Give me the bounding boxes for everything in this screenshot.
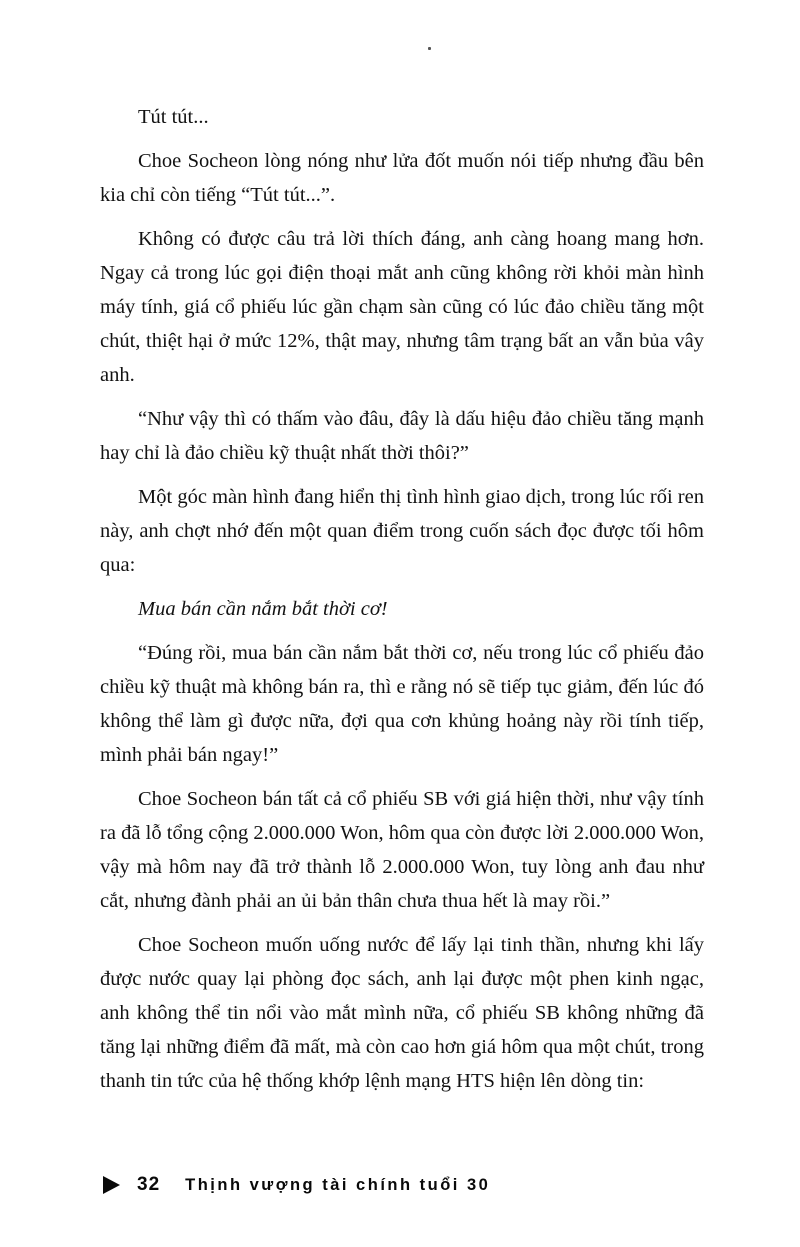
paragraph: Choe Socheon muốn uống nước để lấy lại tinh thần, nhưng khi lấy được nước quay lại phòng đọc sách, anh lại được một phen kinh ngạc, anh không thể tin nổi vào mắt mình nữa, cổ phiếu SB không những đã tăng lại những điểm đã mất, mà còn cao hơn giá hôm qua một chút, trong thanh tin tức của hệ thống khớp lệnh mạng HTS hiện lên dòng tin:: [100, 934, 704, 1092]
paragraph: Choe Socheon bán tất cả cổ phiếu SB với giá hiện thời, như vậy tính ra đã lỗ tổng cộng 2.000.000 Won, hôm qua còn được lời 2.000.000 Won, vậy mà hôm nay đã trở thành lỗ 2.000.000 Won, tuy lòng anh đau như cắt, nhưng đành phải an ủi bản thân chưa thua hết là may rồi.”: [100, 788, 704, 912]
paragraph: Choe Socheon lòng nóng như lửa đốt muốn nói tiếp nhưng đầu bên kia chỉ còn tiếng “Tút tút...”.: [100, 150, 704, 206]
page-footer: [103, 1174, 490, 1196]
scan-artifact-dot: [428, 47, 431, 50]
book-title: Thịnh vượng tài chính tuổi 30: [185, 1175, 491, 1194]
triangle-marker-icon: [103, 1176, 120, 1194]
page-number: 32: [137, 1174, 161, 1195]
paragraph: “Đúng rồi, mua bán cần nắm bắt thời cơ, nếu trong lúc cổ phiếu đảo chiều kỹ thuật mà không bán ra, thì e rằng nó sẽ tiếp tục giảm, đến lúc đó không thể làm gì được nữa, đợi qua cơn khủng hoảng này rồi tính tiếp, mình phải bán ngay!”: [100, 642, 704, 766]
paragraph: Một góc màn hình đang hiển thị tình hình giao dịch, trong lúc rối ren này, anh chợt nhớ đến một quan điểm trong cuốn sách đọc được tối hôm qua:: [100, 486, 704, 576]
paragraph-book-quote: Mua bán cần nắm bắt thời cơ!: [138, 598, 388, 620]
body-text: [100, 100, 704, 1108]
paragraph: Không có được câu trả lời thích đáng, anh càng hoang mang hơn. Ngay cả trong lúc gọi điện thoại mắt anh cũng không rời khỏi màn hình máy tính, giá cổ phiếu lúc gần chạm sàn cũng có lúc đảo chiều tăng một chút, thiệt hại ở mức 12%, thật may, nhưng tâm trạng bất an vẫn bủa vây anh.: [100, 228, 704, 386]
paragraph: Tút tút...: [138, 106, 209, 128]
paragraph: “Như vậy thì có thấm vào đâu, đây là dấu hiệu đảo chiều tăng mạnh hay chỉ là đảo chiều kỹ thuật nhất thời thôi?”: [100, 408, 704, 464]
